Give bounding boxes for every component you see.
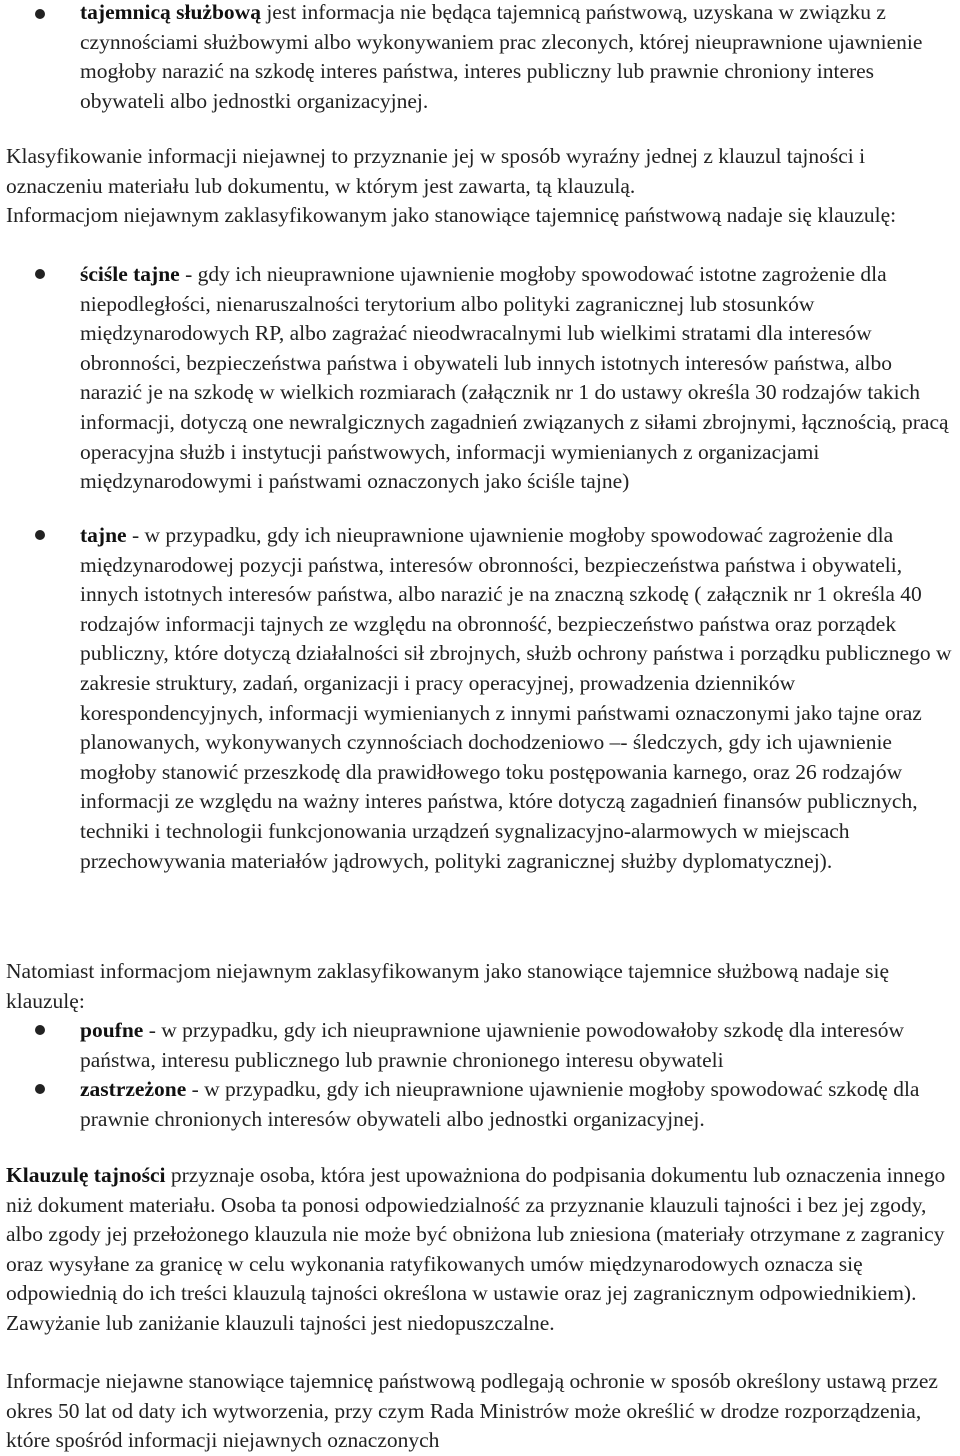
term-zastrzezone: zastrzeżone <box>80 1077 187 1101</box>
clause-scisle-tajne <box>80 260 958 497</box>
paragraph-tajemnica-panstwowa: Informacjom niejawnym zaklasyfikowanym jako stanowiące tajemnicę państwową nadaje się klauzulę: <box>6 203 897 227</box>
bullet-marker <box>35 9 45 19</box>
bullet-marker <box>35 530 45 540</box>
paragraph-natomiast: Natomiast informacjom niejawnym zaklasyfikowanym jako stanowiące tajemnice służbową nadaje się klauzulę: <box>6 959 890 1013</box>
definition-sluzbowa-text: jest informacja nie będąca tajemnicą państwową, uzyskana w związku z czynnościami służbowymi albo wykonywaniem prac zleconych, której nieuprawnione ujawnienie mogłoby narazić na szkodę interes państwa, interes publiczny lub prawnie chroniony interes obywateli albo jednostki organizacyjnej. <box>80 0 923 113</box>
clause-poufne <box>80 1016 958 1075</box>
term-klauzula-tajnosci: Klauzulę tajności <box>6 1163 166 1187</box>
term-poufne: poufne <box>80 1018 144 1042</box>
term-scisle-tajne: ściśle tajne <box>80 262 180 286</box>
clause-zastrzezone-text: - w przypadku, gdy ich nieuprawnione ujawnienie mogłoby spowodować szkodę dla prawnie chronionych interesów obywateli albo jednostki organizacyjnej. <box>80 1077 920 1131</box>
term-tajemnica-sluzbowa: tajemnicą służbową <box>80 0 261 24</box>
term-tajne: tajne <box>80 523 127 547</box>
clause-zastrzezone <box>80 1075 958 1134</box>
paragraph-klauzula-tajnosci <box>6 1161 956 1339</box>
definition-sluzbowa <box>80 0 958 116</box>
paragraph-klauzula-tajnosci-text: przyznaje osoba, która jest upoważniona do podpisania dokumentu lub oznaczenia innego niż dokument materiału. Osoba ta ponosi odpowiedzialność za przyznanie klauzuli tajności i bez jej zgody, albo zgody jej przełożonego klauzula nie może być obniżona lub zniesiona (materiały otrzymane z zagranicy oraz wysyłane za granicę w celu wykonania ratyfikowanych umów międzynarodowych oznacza się odpowiednią do ich treści klauzulą tajności określona w ustawie oraz jej zagranicznym odpowiednikiem). Zawyżanie lub zaniżanie klauzuli tajności jest niedopuszczalne. <box>6 1163 946 1335</box>
paragraph-klasyfikowanie: Klasyfikowanie informacji niejawnej to przyznanie jej w sposób wyraźny jednej z klauzul tajności i oznaczeniu materiału lub dokumentu, w którym jest zawarta, tą klauzulą. <box>6 144 866 198</box>
bullet-marker <box>35 1025 45 1035</box>
clause-tajne-text: - w przypadku, gdy ich nieuprawnione ujawnienie mogłoby spowodować zagrożenie dla międzynarodowej pozycji państwa, interesów obronności, bezpieczeństwa państwa i obywateli, innych istotnych interesów państwa, albo narazić je na znaczną szkodę ( załącznik nr 1 określa 40 rodzajów informacji tajnych ze względu na obronność, bezpieczeństwo państwa oraz porządek publiczny, które dotyczą działalności sił zbrojnych, służb ochrony państwa i porządku publicznego w zakresie struktury, zadań, organizacji i pracy operacyjnej, prowadzenia dzienników korespondencyjnych, informacji wymienianych z innymi państwami oznaczonymi jako tajne oraz planowanych, wykonywanych czynnościach dochodzeniowo –- śledczych, gdy ich ujawnienie mogłoby stanowić przeszkodę dla prawidłowego toku postępowania karnego, oraz 26 rodzajów informacji ze względu na ważny interes państwa, które dotyczą zagadnień finansów publicznych, techniki i technologii funkcjonowania urządzeń sygnalizacyjno-alarmowych w miejscach przechowywania materiałów jądrowych, polityki zagranicznej służby dyplomatycznej). <box>80 523 952 873</box>
bullet-marker <box>35 1084 45 1094</box>
clause-scisle-tajne-text: - gdy ich nieuprawnione ujawnienie mogłoby spowodować istotne zagrożenie dla niepodległości, nienaruszalności terytorium albo polityki zagranicznej lub stosunków międzynarodowych RP, albo zagrażać nieodwracalnymi lub wielkimi stratami dla interesów obronności, bezpieczeństwa państwa i obywateli lub innych istotnych interesów państwa, albo narazić je na szkodę w wielkich rozmiarach (załącznik nr 1 do ustawy określa 30 rodzajów takich informacji, dotyczą one newralgicznych zagadnień związanych z siłami zbrojnymi, łącznością, pracą operacyjna służb i instytucji państwowych, informacji wymienianych z organizacjami międzynarodowymi i państwami oznaczonych jako ściśle tajne) <box>80 262 949 494</box>
bullet-marker <box>35 269 45 279</box>
clause-poufne-text: - w przypadku, gdy ich nieuprawnione ujawnienie powodowałoby szkodę dla interesów państwa, interesu publicznego lub prawnie chronionego interesu obywateli <box>80 1018 904 1072</box>
clause-tajne <box>80 521 958 876</box>
paragraph-ochrona: Informacje niejawne stanowiące tajemnicę państwową podlegają ochronie w sposób określony ustawą przez okres 50 lat od daty ich wytworzenia, przy czym Rada Ministrów może określić w drodze rozporządzenia, które spośród informacji niejawnych oznaczonych <box>6 1369 938 1453</box>
